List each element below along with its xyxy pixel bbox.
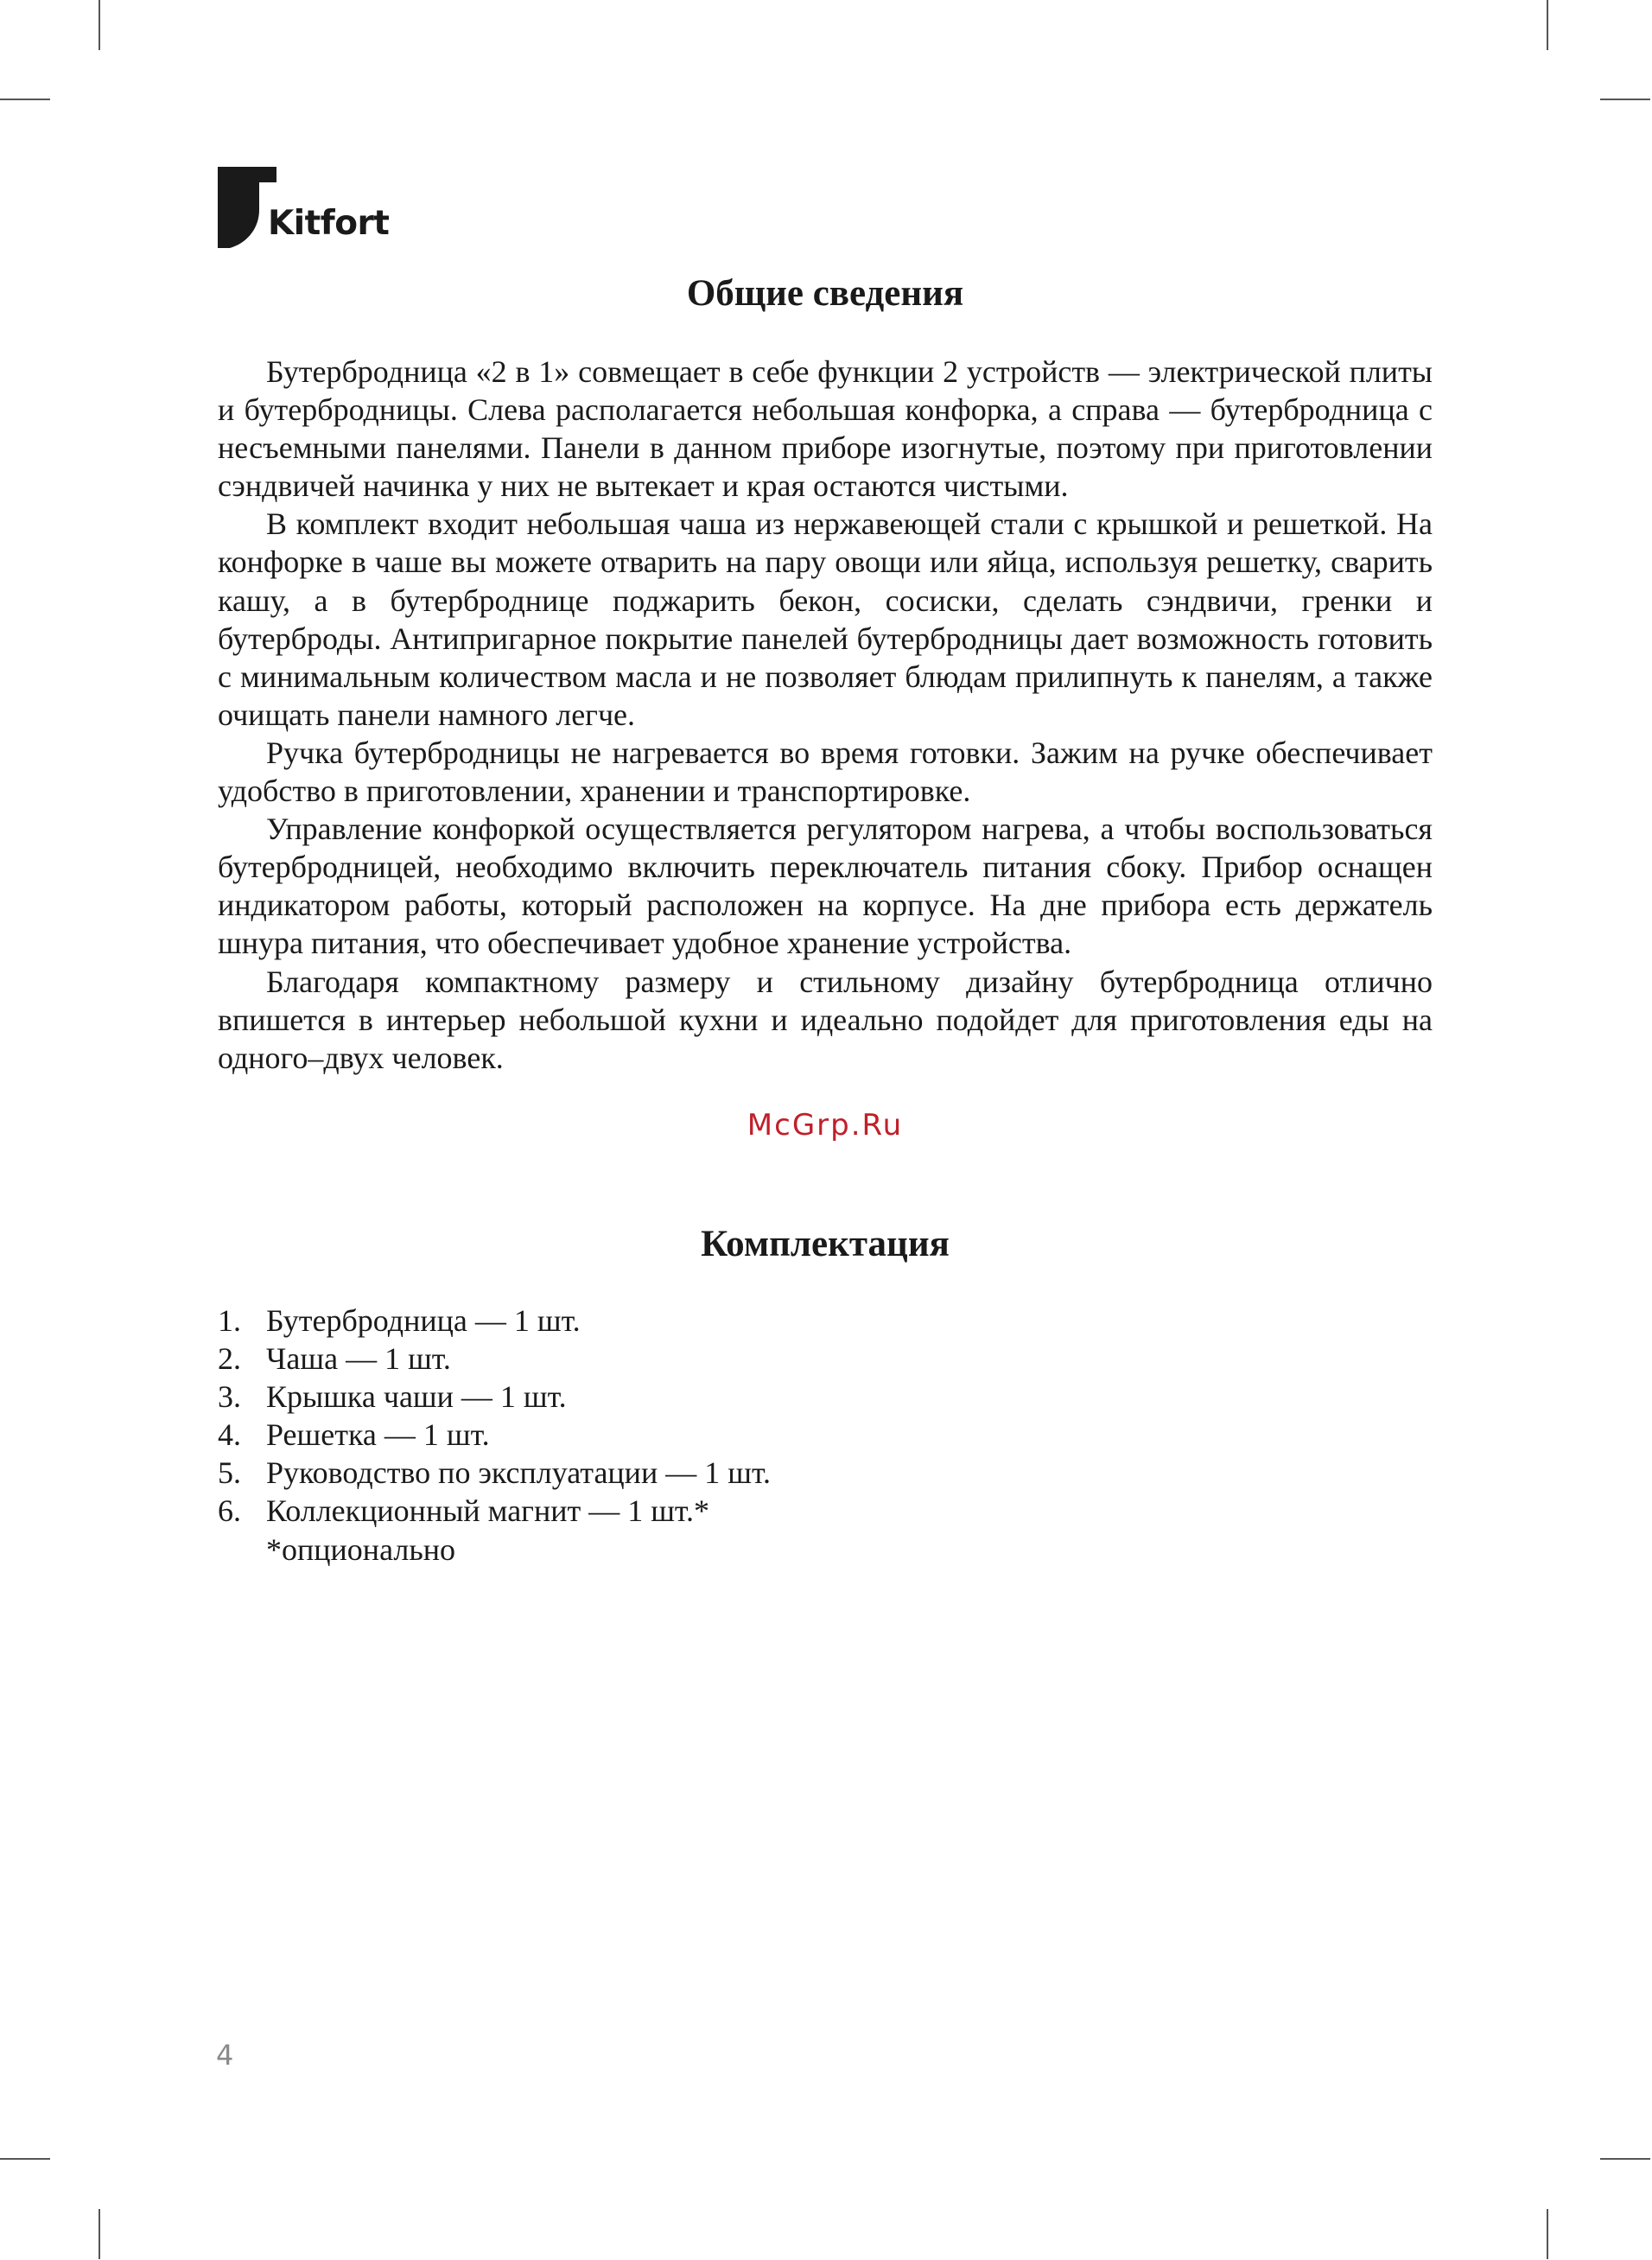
- package-list: [218, 1302, 1433, 1569]
- list-item-text: Руководство по эксплуатации — 1 шт.: [266, 1455, 771, 1491]
- crop-mark-bottom-left-h: [0, 2158, 50, 2160]
- list-item: [218, 1416, 1433, 1454]
- list-item: [218, 1340, 1433, 1378]
- crop-mark-bottom-left-v: [98, 2209, 100, 2259]
- list-item-text: Коллекционный магнит — 1 шт.*: [266, 1493, 709, 1529]
- list-item-number: 6.: [218, 1493, 241, 1529]
- list-item-text: Бутербродница — 1 шт.: [266, 1303, 581, 1338]
- list-item-number: 2.: [218, 1341, 241, 1377]
- general-info-body: [218, 353, 1433, 1077]
- list-item-text: Крышка чаши — 1 шт.: [266, 1379, 567, 1415]
- crop-mark-bottom-right-h: [1600, 2158, 1650, 2160]
- watermark-link[interactable]: McGrp.Ru: [747, 1108, 904, 1143]
- crop-mark-top-left-v: [98, 0, 100, 50]
- brand-name: Kitfort: [268, 204, 390, 243]
- list-item-number: 1.: [218, 1303, 241, 1338]
- list-item: [218, 1492, 1433, 1530]
- list-item-number: 3.: [218, 1379, 241, 1415]
- list-item-number: 4.: [218, 1417, 241, 1453]
- list-item-text: Чаша — 1 шт.: [266, 1341, 451, 1377]
- kitfort-logo: [218, 167, 391, 253]
- crop-mark-top-right-h: [1600, 99, 1650, 100]
- paragraph: В комплект входит небольшая чаша из нержавеющей стали с крышкой и решеткой. На конфорке в чаше вы можете отварить на пару овощи или яйца, используя решетку, сварить кашу, а в бутербродницe поджарить бекон, сосиски, сделать сэндвичи, гренки и бутерброды. Антипригарное покрытие панелей бутербродницы дает возможность готовить с минимальным количеством масла и не позволяет блюдам прилипнуть к панелям, а также очищать панели намного легче.: [218, 506, 1433, 732]
- paragraph: Благодаря компактному размеру и стильному дизайну бутербродница отлично впишется в интерьер небольшой кухни и идеально подойдет для приготовления еды на одного–двух человек.: [218, 964, 1433, 1075]
- crop-mark-top-left-h: [0, 99, 50, 100]
- paragraph: Бутербродница «2 в 1» совмещает в себе функции 2 устройств — электрической плиты и бутербродницы. Слева располагается небольшая конфорка, а справа — бутербродница с несъемными панелями. Панели в данном приборе изогнутые, поэтому при приготовлении сэндвичей начинка у них не вытекает и края остаются чистыми.: [218, 354, 1433, 504]
- paragraph: Управление конфоркой осуществляется регулятором нагрева, а чтобы воспользоваться бутербродницей, необходимо включить переключатель питания сбоку. Прибор оснащен индикатором работы, который расположен на корпусе. На дне прибора есть держатель шнура питания, что обеспечивает удобное хранение устройства.: [218, 812, 1433, 961]
- crop-mark-top-right-v: [1547, 0, 1548, 50]
- list-item-text: Решетка — 1 шт.: [266, 1417, 490, 1453]
- package-footnote: *опционально: [266, 1531, 456, 1567]
- page-number: 4: [216, 2039, 234, 2072]
- section-title-package: Комплектация: [701, 1224, 950, 1264]
- crop-mark-bottom-right-v: [1547, 2209, 1548, 2259]
- list-item: [218, 1378, 1433, 1416]
- list-item: [218, 1454, 1433, 1492]
- list-item-number: 5.: [218, 1455, 241, 1491]
- list-item: [218, 1302, 1433, 1340]
- section-title-general: Общие сведения: [686, 273, 964, 314]
- paragraph: Ручка бутербродницы не нагревается во время готовки. Зажим на ручке обеспечивает удобство в приготовлении, хранении и транспортировке.: [218, 735, 1433, 809]
